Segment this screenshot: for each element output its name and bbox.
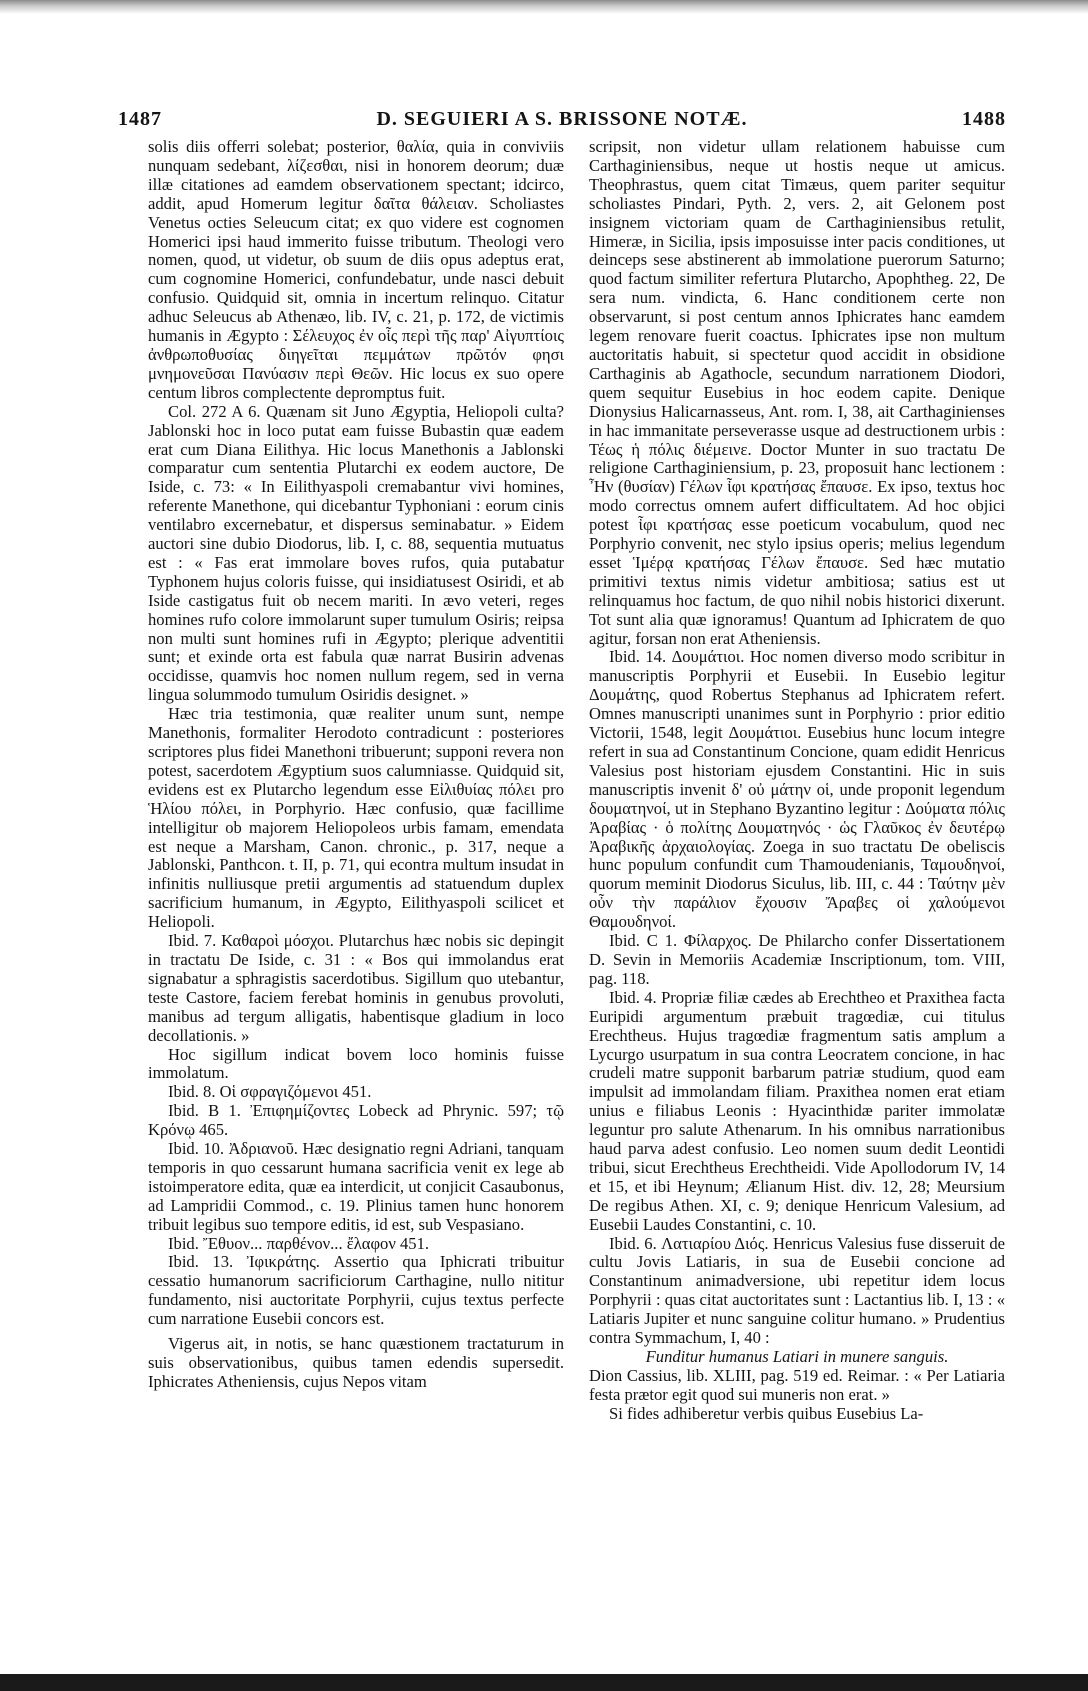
paragraph: Ibid. 4. Propriæ filiæ cædes ab Erechtheo et Praxithea facta Euripidi argumentum præbuit tragœdiæ, cui titulus Erechtheus. Hujus tragœdiæ fragmentum satis amplum a Lycurgo usurpatum in sua contra Leocratem concione, in hac crudeli matre supponit barbarum patriæ studium, quod eam impulsit ad immolandam filiam. Praxithea nomen erat etiam unius e filiabus Leonis : Hyacinthidæ pariter immolatæ leguntur pro salute Athenarum. In his omnibus narrationibus haud parva adest confusio. Leo nomen suum dedit Leontidi tribui, sicut Erechtheus Erechtheidi. Vide Apollodorum IV, 14 et 15, et ibi Heynum; Ælianum Hist. div. 12, 28; Meursium De regibus Athen. XI, c. 9; denique Henricum Valesium, ad Eusebii Laudes Constantini, c. 10. bbox=[589, 987, 1005, 1234]
left-column bbox=[148, 138, 564, 1392]
verse-quotation: Funditur humanus Latiari in munere sanguis. bbox=[645, 1347, 949, 1366]
paragraph: scripsit, non videtur ullam relationem habuisse cum Carthaginiensibus, neque ut hostis neque ut amicus. Theophrastus, quem citat Timæus, quem pariter sequitur scholiastes Pindari, Pyth. 2, vers. 2, ait Gelonem post insignem victoriam quam de Carthaginiensibus retulit, Himeræ, in Sicilia, ipsis imposuisse inter pacis conditiones, ut deinceps sese abstinerent ab immolatione puerorum Saturno; quod factum similiter refertura Plutarcho, Apophtheg. 22, De sera num. vindicta, 6. Hanc conditionem certe non observarunt, si post centum annos Iphicrates hanc eamdem legem renovare fuerit coactus. Iphicrates ipse non multum auctoritatis habuit, si spectetur quod accidit in obsidione Carthaginis ab Agathocle, secundum narrationem Diodori, quem sequitur Eusebius in hoc eodem capite. Denique Dionysius Halicarnasseus, Ant. rom. I, 38, ait Carthaginienses in hac immanitate perseverasse usque ad destructionem urbis : Τέως ἡ πόλις διέμεινε. Doctor Munter in suo tractatu De religione Carthaginiensium, p. 23, proposuit hanc lectionem : Ἦν (θυσίαν) Γέλων ἶφι κρατήσας ἔπαυσε. Ex ipso, textus hoc modo correctus omnem aufert difficultatem. Ad hoc objici potest ἶφι κρατήσας esse poeticum vocabulum, quod nec Porphyrio convenit, nec stylo ipsius operis; melius legendum esset Ἱμέρᾳ κρατήσας Γέλων ἔπαυσε. Sed hæc mutatio primitivi textus nimis videtur ambitiosa; satius est ut relinquamus hoc factum, de quo nihil nobis historici dixerunt. Tot sunt alia quæ ignoramus! Quantum ad Iphicratem de quo agitur, forsan non erat Atheniensis. bbox=[589, 137, 1005, 648]
paragraph: Ibid. 10. Ἀδριανοῦ. Hæc designatio regni Adriani, tanquam temporis in quo cessarunt humana sacrificia venit ex lege ab istoimperatore edita, quæ ea interdicit, ut conjicit Casaubonus, ad Lampridii Commod., c. 19. Plinius tamen hunc honorem tribuit legibus suo tempore editis, id est, sub Vespasiano. bbox=[148, 1139, 564, 1234]
right-column bbox=[589, 138, 1005, 1424]
paragraph: Ibid. C 1. Φίλαρχος. De Philarcho confer Dissertationem D. Sevin in Memoriis Academiæ Inscriptionum, tom. VIII, pag. 118. bbox=[589, 931, 1005, 988]
paragraph: solis diis offerri solebat; posterior, θαλία, quia in conviviis nunquam sedebant, λίζεσθαι, nisi in honorem deorum; duæ illæ citationes ad eamdem observationem spectant; idcirco, addit, apud Homerum legitur δαῖτα θάλειαν. Scholiastes Venetus octies Seleucum citat; ex quo videre est cognomen Homerici ipsi haud immerito fuisse tributum. Theologi vero nomen, quod, ut videtur, ob suum de diis opus adeptus erat, cum cognomine Homerici, confundebatur, unde nasci debuit confusio. Quidquid sit, omnia in incertum relinquo. Citatur adhuc Seleucus ab Athenæo, lib. IV, c. 21, p. 172, de victimis humanis in Ægypto : Σέλευχος ἐν οἷς περὶ τῆς παρ' Αἰγυπτίοις ἀνθρωποθυσίας διηγεῖται πεμμάτων πρῶτόν φησι μνημονεῦσαι Πανύασιν περὶ Θεῶν. Hic locus ex suo opere centum libros complectente depromptus fuit. bbox=[148, 137, 564, 402]
paragraph: Ibid. 7. Καθαροὶ μόσχοι. Plutarchus hæc nobis sic depingit in tractatu De Iside, c. 31 : « Bos qui immolandus erat signabatur a sphragistis sacerdotibus. Sigillum quo utebantur, teste Castore, faciem ferebat hominis in genubus provoluti, manibus ad tergum alligatis, habentisque gladium in loco decollationis. » bbox=[148, 931, 564, 1045]
page-number-right: 1488 bbox=[962, 108, 1006, 130]
paragraph: Dion Cassius, lib. XLIII, pag. 519 ed. Reimar. : « Per Latiaria festa prætor egit quod sui muneris non erat. » bbox=[589, 1365, 1005, 1404]
scan-edge bbox=[0, 0, 1088, 14]
paragraph: Si fides adhiberetur verbis quibus Eusebius La- bbox=[609, 1403, 924, 1423]
page-number-left: 1487 bbox=[118, 108, 162, 130]
paragraph: Col. 272 A 6. Quænam sit Juno Ægyptia, Heliopoli culta? Jablonski hoc in loco putat eam fuisse Bubastin quæ eadem erat cum Diana Eilithya. Hic locus Manethonis a Jablonski comparatur cum sententia Plutarchi ex eodem auctore, De Iside, c. 73: « In Eilithyaspoli cremabantur vivi homines, referente Manethone, qui dicebantur Typhoniani : eorum cinis ventilabro excernebatur, et dispersus seminabatur. » Eidem auctori sine dubio Diodorus, lib. I, c. 88, sequentia mutuatus est : « Fas erat immolare boves rufos, quia putabatur Typhonem hujus coloris fuisse, qui insidiatusest Osiridi, et ab Iside castigatus fuit ob necem mariti. In ævo veteri, reges homines rufo colore immolarunt super tumulum Osiris; reipsa non multi sunt homines rufi in Ægypto; plerique adventitii sunt; et exinde orta est fabula quæ narrat Busirin advenas occidisse, quamvis hoc nomen nullum regem, sed in verna lingua solummodo tumulum Osiridis designet. » bbox=[148, 401, 564, 705]
paragraph: Hæc tria testimonia, quæ realiter unum sunt, nempe Manethonis, formaliter Herodoto contradicunt : posteriores scriptores plus fidei Manethoni tribuerunt; supponi revera non potest, sacerdotem Ægyptium suos calumniasse. Quidquid sit, evidens est ex Plutarcho legendum esse Εἰλιθυίας πόλει pro Ἡλίου πόλει, in Porphyrio. Hæc confusio, quæ facillime intelligitur ob majorem Heliopoleos urbis famam, emendata est neque a Marsham, Canon. chronic., p. 317, neque a Jablonski, Panthcon. t. II, p. 71, qui econtra multum insudat in infinitis nulliusque pretii argumentis ad statuendum duplex sacrificium humanum, in Ægypto, Eilithyaspoli scilicet et Heliopoli. bbox=[148, 704, 564, 932]
running-title: D. SEGUIERI A S. BRISSONE NOTÆ. bbox=[376, 108, 748, 130]
page-header bbox=[118, 108, 1006, 132]
paragraph: Ibid. 6. Λατιαρίου Διός. Henricus Valesius fuse disseruit de cultu Jovis Latiaris, in sua de Eusebii concione ad Constantinum animadversione, ubi repetitur idem locus Porphyrii : quas citat auctoritates sunt : Lactantius lib. I, 13 : « Latiaris Jupiter et nunc sanguine colitur humano. » Prudentius contra Symmachum, I, 40 : bbox=[589, 1233, 1005, 1348]
paragraph: Ibid. B 1. Ἐπιφημίζοντες Lobeck ad Phrynic. 597; τῷ Κρόνῳ 465. bbox=[148, 1101, 564, 1140]
paragraph: Ibid. Ἔθυον... παρθένον... ἔλαφον 451. bbox=[168, 1233, 430, 1253]
paragraph: Hoc sigillum indicat bovem loco hominis fuisse immolatum. bbox=[148, 1044, 564, 1083]
paragraph: Ibid. 14. Δουμάτιοι. Hoc nomen diverso modo scribitur in manuscriptis Porphyrii et Eusebii. In Eusebio legitur Δουμάτης, quod Robertus Stephanus ad Iphicratem refert. Omnes manuscripti unanimes sunt in Porphyrio : prior editio Victorii, 1548, legit Δουμάτιοι. Eusebius hunc locum integre refert in sua ad Constantinum Concione, quam edidit Henricus Valesius post historiam ejusdem Constantini. Hic in suis manuscriptis invenit δ' οὐ μάτην οἱ, unde proponit legendum δουματηνοί, ut in Stephano Byzantino legitur : Δούματα πόλις Ἀραβίας · ὁ πολίτης Δουματηνός · ὡς Γλαῦκος ἐν δευτέρῳ Ἀραβικῆς ἀρχαιολογίας. Zoega in suo tractatu De obeliscis hunc populum confundit cum Thamoudenianis, Ταμουδηνοί, quorum meminit Diodorus Siculus, lib. III, c. 44 : Ταύτην μὲν οὖν τὴν παράλιον ἔχουσιν Ἄραβες οἱ χαλούμενοι Θαμουδηνοί. bbox=[589, 647, 1005, 932]
paragraph: Vigerus ait, in notis, se hanc quæstionem tractaturum in suis observationibus, quibus tamen edendis supersedit. Iphicrates Atheniensis, cujus Nepos vitam bbox=[148, 1334, 564, 1391]
paragraph: Ibid. 13. Ἰφικράτης. Assertio qua Iphicrati tribuitur cessatio humanorum sacrificiorum Carthagine, nullo nititur fundamento, nisi auctoritate Porphyrii, cujus textus perfecte cum narratione Eusebii concors est. bbox=[148, 1252, 564, 1329]
paragraph: Ibid. 8. Οἱ σφραγιζόμενοι 451. bbox=[168, 1082, 372, 1102]
scan-bottom-edge bbox=[0, 1674, 1088, 1691]
